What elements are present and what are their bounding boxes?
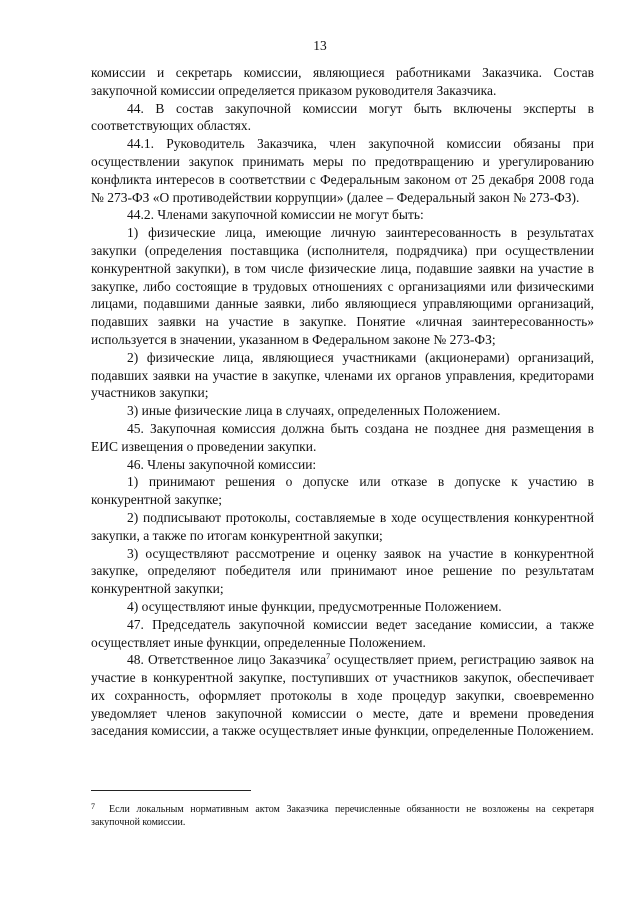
paragraph: 44. В состав закупочной комиссии могут быть включены эксперты в соответствующих областях.: [91, 100, 594, 134]
paragraph-48-rest: осуществляет прием, регистрацию заявок на участие в конкурентной закупке, поступивших от участников закупок, обеспечивает их сохранность, оформляет протоколы в ходе процедур закупки, своевременно уведомляет членов закупочной комиссии о месте, дате и времени проведения заседания комиссии, а также осуществляет иные функции, определенные Положением.: [91, 652, 594, 739]
paragraph: комиссии и секретарь комиссии, являющиеся работниками Заказчика. Состав закупочной комиссии определяется приказом руководителя Заказчика.: [91, 65, 594, 98]
paragraph: 44.2. Членами закупочной комиссии не могут быть:: [127, 207, 424, 223]
footnote-separator: [91, 790, 251, 791]
paragraph: 47. Председатель закупочной комиссии ведет заседание комиссии, а также осуществляет иные функции, определенные Положением.: [91, 616, 594, 650]
body-text: [91, 64, 594, 740]
paragraph: 3) осуществляют рассмотрение и оценку заявок на участие в конкурентной закупке, определяют победителя или принимают иное решение по результатам конкурентной закупки;: [91, 545, 594, 597]
paragraph-48-start: 48. Ответственное лицо Заказчика: [127, 652, 327, 668]
footnote: [91, 800, 594, 829]
paragraph: 4) осуществляют иные функции, предусмотренные Положением.: [127, 598, 502, 614]
paragraph: 3) иные физические лица в случаях, определенных Положением.: [127, 403, 501, 419]
footnote-text: Если локальным нормативным актом Заказчика перечисленные обязанности не возложены на секретаря закупочной комиссии.: [91, 804, 594, 828]
page-number: 13: [313, 38, 327, 53]
paragraph: 44.1. Руководитель Заказчика, член закупочной комиссии обязаны при осуществлении закупок принимать меры по предотвращению и урегулированию конфликта интересов в соответствии с Федеральным законом от 25 декабря 2008 года № 273-ФЗ «О противодействии коррупции» (далее – Федеральный закон № 273-ФЗ).: [91, 136, 594, 205]
paragraph: 1) физические лица, имеющие личную заинтересованность в результатах закупки (определения поставщика (исполнителя, подрядчика) при осуществлении конкурентной закупки), в том числе физические лица, подавшие заявки на участие в закупке, либо состоящие в трудовых отношениях с организациями или физическими лицами, подавшими данные заявки, либо являющиеся управляющими организаций, подавших заявки на участие в закупке. Понятие «личная заинтересованность» используется в значении, указанном в Федеральном законе № 273-ФЗ;: [91, 225, 594, 347]
footnote-mark: 7: [91, 802, 95, 811]
paragraph: 2) подписывают протоколы, составляемые в ходе осуществления конкурентной закупки, а также по итогам конкурентной закупки;: [91, 509, 594, 543]
paragraph: 45. Закупочная комиссия должна быть создана не позднее дня размещения в ЕИС извещения о проведении закупки.: [91, 420, 594, 454]
paragraph: 1) принимают решения о допуске или отказе в допуске к участию в конкурентной закупке;: [91, 474, 594, 508]
paragraph: 2) физические лица, являющиеся участниками (акционерами) организаций, подавших заявки на участие в закупке, членами их органов управления, кредиторами участников закупки;: [91, 349, 594, 401]
paragraph-48: [91, 651, 594, 740]
paragraph: 46. Члены закупочной комиссии:: [127, 456, 317, 472]
footnote-reference[interactable]: 7: [326, 652, 331, 662]
